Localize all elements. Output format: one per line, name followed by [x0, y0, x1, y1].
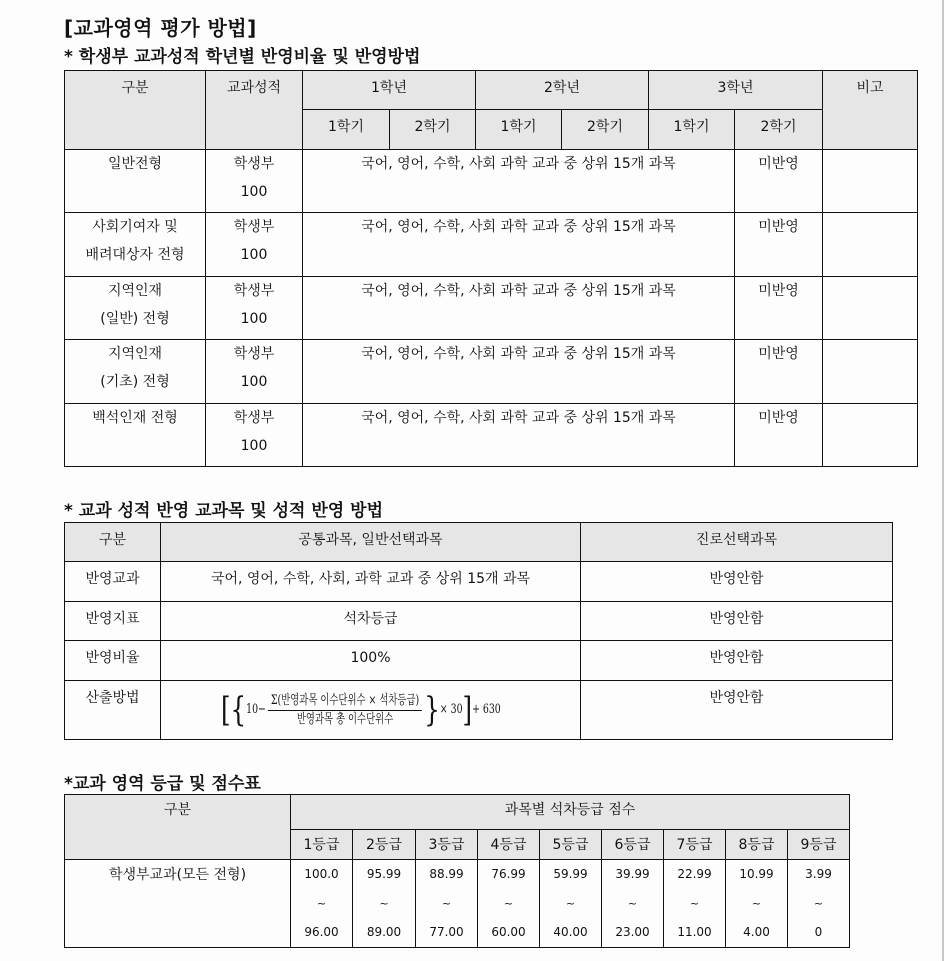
- grade-score-cell: 학생부 100: [206, 150, 303, 213]
- page-title: [교과영역 평가 방법]: [64, 16, 257, 40]
- grade-range-5: 59.99 ~ 40.00: [540, 860, 602, 948]
- career-cell: 반영안함: [581, 562, 893, 602]
- row-label: 반영교과: [65, 562, 161, 602]
- grade-range-9: 3.99 ~ 0: [788, 860, 850, 948]
- formula-cell: [161, 681, 581, 740]
- table-row: [65, 404, 918, 467]
- header-grade-8: 8등급: [726, 830, 788, 860]
- grade-score-cell: 학생부 100: [206, 404, 303, 467]
- header-grade-score: 교과성적: [206, 71, 303, 150]
- subjects-cell: 국어, 영어, 수학, 사회 과학 교과 중 상위 15개 과목: [303, 404, 735, 467]
- table-row: [65, 213, 918, 277]
- header-grade-3: 3등급: [416, 830, 478, 860]
- table-row: [65, 860, 850, 948]
- common-cell: 석차등급: [161, 602, 581, 641]
- career-cell: 반영안함: [581, 602, 893, 641]
- header-grade-6: 6등급: [602, 830, 664, 860]
- grade-range-3: 88.99 ~ 77.00: [416, 860, 478, 948]
- header-common-subjects: 공통과목, 일반선택과목: [161, 523, 581, 562]
- table-row: [65, 641, 893, 681]
- admission-type: 일반전형: [65, 150, 206, 213]
- note-cell: [823, 277, 918, 340]
- grade-score-table: [64, 794, 850, 948]
- common-cell: 100%: [161, 641, 581, 681]
- header-grade-5: 5등급: [540, 830, 602, 860]
- header-y2-sem1: 1학기: [476, 110, 562, 150]
- header-note: 비고: [823, 71, 918, 150]
- grade-range-4: 76.99 ~ 60.00: [478, 860, 540, 948]
- table-row: [65, 681, 893, 740]
- career-cell: 반영안함: [581, 681, 893, 740]
- note-cell: [823, 213, 918, 277]
- grade-reflection-table: [64, 70, 918, 467]
- admission-type: 사회기여자 및 배려대상자 전형: [65, 213, 206, 277]
- grade-range-8: 10.99 ~ 4.00: [726, 860, 788, 948]
- table-row: [65, 150, 918, 213]
- y3-sem2-cell: 미반영: [735, 150, 823, 213]
- calculation-formula: [ { 10− $\frac{\text{Σ(반영과목 이수단위수 × 석차등급)}}{\text{반영과목 총 이수단위수}}$ } × 30 ] + 630: [221, 690, 501, 730]
- header-grade-9: 9등급: [788, 830, 850, 860]
- header-category: 구분: [65, 71, 206, 150]
- header-year3: 3학년: [649, 71, 823, 110]
- grade-score-cell: 학생부 100: [206, 340, 303, 404]
- section3-heading: *교과 영역 등급 및 점수표: [64, 774, 261, 794]
- subjects-cell: 국어, 영어, 수학, 사회 과학 교과 중 상위 15개 과목: [303, 340, 735, 404]
- header-y1-sem2: 2학기: [390, 110, 476, 150]
- section2-heading: * 교과 성적 반영 교과목 및 성적 반영 방법: [64, 501, 383, 521]
- header-y2-sem2: 2학기: [562, 110, 649, 150]
- admission-type: 백석인재 전형: [65, 404, 206, 467]
- table-row: [65, 562, 893, 602]
- common-cell: 국어, 영어, 수학, 사회, 과학 교과 중 상위 15개 과목: [161, 562, 581, 602]
- header-y3-sem1: 1학기: [649, 110, 735, 150]
- grade-score-cell: 학생부 100: [206, 277, 303, 340]
- header-year2: 2학년: [476, 71, 649, 110]
- header-grade-2: 2등급: [353, 830, 416, 860]
- subjects-cell: 국어, 영어, 수학, 사회 과학 교과 중 상위 15개 과목: [303, 213, 735, 277]
- grade-score-cell: 학생부 100: [206, 213, 303, 277]
- header-year1: 1학년: [303, 71, 476, 110]
- career-cell: 반영안함: [581, 641, 893, 681]
- grade-range-2: 95.99 ~ 89.00: [353, 860, 416, 948]
- row-label: 반영지표: [65, 602, 161, 641]
- table-row: [65, 277, 918, 340]
- subjects-cell: 국어, 영어, 수학, 사회 과학 교과 중 상위 15개 과목: [303, 277, 735, 340]
- table-row: [65, 602, 893, 641]
- note-cell: [823, 150, 918, 213]
- header-category: 구분: [65, 523, 161, 562]
- section1-heading: * 학생부 교과성적 학년별 반영비율 및 반영방법: [64, 47, 421, 67]
- grade-range-6: 39.99 ~ 23.00: [602, 860, 664, 948]
- header-grade-7: 7등급: [664, 830, 726, 860]
- grade-range-1: 100.0 ~ 96.00: [291, 860, 353, 948]
- note-cell: [823, 404, 918, 467]
- header-y1-sem1: 1학기: [303, 110, 390, 150]
- subject-method-table: [64, 522, 893, 740]
- header-grade-1: 1등급: [291, 830, 353, 860]
- header-category: 구분: [65, 795, 291, 860]
- header-grade-scores: 과목별 석차등급 점수: [291, 795, 850, 830]
- y3-sem2-cell: 미반영: [735, 213, 823, 277]
- y3-sem2-cell: 미반영: [735, 404, 823, 467]
- header-y3-sem2: 2학기: [735, 110, 823, 150]
- note-cell: [823, 340, 918, 404]
- table-row: [65, 340, 918, 404]
- row-label: 학생부교과(모든 전형): [65, 860, 291, 948]
- subjects-cell: 국어, 영어, 수학, 사회 과학 교과 중 상위 15개 과목: [303, 150, 735, 213]
- grade-range-7: 22.99 ~ 11.00: [664, 860, 726, 948]
- header-grade-4: 4등급: [478, 830, 540, 860]
- row-label: 반영비율: [65, 641, 161, 681]
- y3-sem2-cell: 미반영: [735, 340, 823, 404]
- y3-sem2-cell: 미반영: [735, 277, 823, 340]
- admission-type: 지역인재 (기초) 전형: [65, 340, 206, 404]
- header-career-subjects: 진로선택과목: [581, 523, 893, 562]
- row-label: 산출방법: [65, 681, 161, 740]
- admission-type: 지역인재 (일반) 전형: [65, 277, 206, 340]
